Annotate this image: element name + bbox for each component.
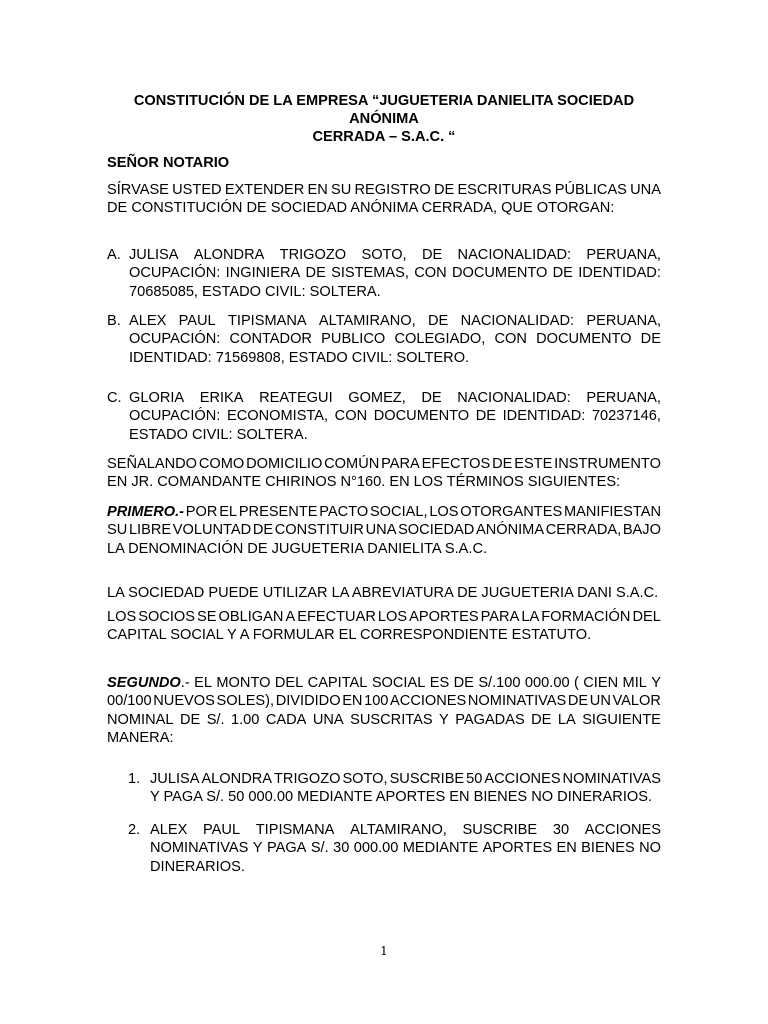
word: SOTO, xyxy=(342,771,388,787)
word: LOS xyxy=(107,609,137,625)
greeting-heading: SEÑOR NOTARIO xyxy=(107,155,230,171)
word: SUSCRIBE xyxy=(389,771,465,787)
word: TIPISMANA xyxy=(227,313,307,329)
word: ALONDRA xyxy=(193,247,265,263)
clause-primero xyxy=(107,503,661,558)
word: SÍRVASE xyxy=(107,182,169,198)
word: ALTAMIRANO, xyxy=(318,313,416,329)
word: DE xyxy=(640,331,661,348)
word: DIVIDIDO xyxy=(275,693,341,710)
word: DE xyxy=(567,693,589,710)
grantor-item-a xyxy=(107,246,661,301)
word: NUEVOS xyxy=(153,693,215,710)
paragraph-line: Y PAGA S/. 50 000.00 MEDIANTE APORTES EN BIENES NO DINERARIOS. xyxy=(150,789,653,806)
word: SUSCRITAS xyxy=(350,711,433,728)
word: ALEX xyxy=(129,313,167,329)
word: ECONOMISTA, xyxy=(226,408,329,425)
word: DEL xyxy=(632,609,661,625)
word: SOCIEDAD xyxy=(398,522,475,539)
word: PAGADAS xyxy=(455,711,525,728)
word: PRESENTE xyxy=(238,504,318,520)
word: COLEGIADO, xyxy=(394,331,486,348)
word: CON xyxy=(494,331,527,348)
word: 30 xyxy=(552,822,570,838)
word: SIGUIENTE xyxy=(582,711,661,728)
clause-lead-punct: .- xyxy=(180,675,190,691)
word: 000.00 xyxy=(353,840,399,857)
word: CON xyxy=(414,265,447,282)
word: PARA xyxy=(381,456,420,472)
word: NACIONALIDAD: xyxy=(460,313,575,329)
word: MIL xyxy=(622,675,647,691)
word: Y xyxy=(439,711,449,728)
justified-line xyxy=(129,246,661,264)
justified-line xyxy=(107,674,661,692)
word: DE xyxy=(492,456,513,472)
word: 000.00 xyxy=(524,675,570,691)
word: ACCIONES xyxy=(584,822,661,838)
word: 50 xyxy=(466,771,483,787)
word: S/. xyxy=(310,840,329,857)
page-number: 1 xyxy=(380,944,388,958)
word: DE xyxy=(433,182,455,198)
word: OCUPACIÓN: xyxy=(129,265,221,282)
subscription-item-1 xyxy=(128,770,661,807)
word: COMO xyxy=(198,456,245,472)
word: MEDIANTE xyxy=(402,840,479,857)
word: SOLES), xyxy=(216,693,275,710)
word: JULISA xyxy=(150,771,200,787)
word: DE xyxy=(421,247,443,263)
word: PAUL xyxy=(203,822,241,838)
word: EFECTUAR xyxy=(297,609,376,625)
word: PAGA xyxy=(266,840,307,857)
word: TRIGOZO xyxy=(279,247,347,263)
justified-line xyxy=(150,821,661,839)
word: REATEGUI xyxy=(259,390,333,406)
word: ESCRITURAS xyxy=(457,182,552,198)
word: USTED xyxy=(172,182,222,198)
paragraph-line: IDENTIDAD: 71569808, ESTADO CIVIL: SOLTERO. xyxy=(129,349,470,366)
list-marker: 1. xyxy=(128,771,141,787)
word: POR xyxy=(185,504,218,520)
paragraph-line: LA DENOMINACIÓN DE JUGUETERIA DANIELITA S.A.C. xyxy=(107,540,488,557)
paragraph-line: MANERA: xyxy=(107,729,174,746)
word: SOCIAL, xyxy=(369,504,428,520)
grantor-item-c xyxy=(107,389,661,444)
word: IDENTIDAD: xyxy=(578,265,661,282)
word: PERUANA, xyxy=(586,313,661,329)
word: DE xyxy=(427,313,449,329)
word: TIPISMANA xyxy=(255,822,335,838)
word: SUSCRIBE xyxy=(462,822,538,838)
word: GOMEZ, xyxy=(348,390,406,406)
word: Y xyxy=(651,675,661,691)
word: LOS xyxy=(377,609,408,625)
list-marker: B. xyxy=(107,313,121,329)
word: REGISTRO xyxy=(354,182,431,198)
word: JULISA xyxy=(129,247,179,263)
word: SU xyxy=(331,182,352,198)
paragraph-line: DE CONSTITUCIÓN DE SOCIEDAD ANÓNIMA CERRADA, QUE OTORGAN: xyxy=(107,200,615,217)
word: LA xyxy=(557,711,576,728)
justified-line xyxy=(129,389,661,407)
word: NO xyxy=(639,840,661,857)
justified-line xyxy=(107,455,661,473)
word: LIBRE xyxy=(128,522,172,539)
word: GLORIA xyxy=(129,390,185,406)
word: DOCUMENTO xyxy=(536,331,632,348)
word: CON xyxy=(334,408,368,425)
word: UN xyxy=(589,693,611,710)
word: DE xyxy=(252,522,274,539)
word: UNA xyxy=(365,522,397,539)
paragraph-line: DINERARIOS. xyxy=(150,858,245,875)
word: EL xyxy=(194,675,212,691)
word: ERIKA xyxy=(199,390,244,406)
word: PAUL xyxy=(178,313,216,329)
clause-segundo xyxy=(107,674,661,747)
word: PUBLICO xyxy=(321,331,386,348)
word: CIEN xyxy=(583,675,619,691)
word: PERUANA, xyxy=(586,390,661,406)
partners-paragraph xyxy=(107,608,661,645)
intro-paragraph xyxy=(107,181,661,218)
word: APORTES xyxy=(409,609,479,625)
word: EN xyxy=(307,182,328,198)
word: DOMICILIO xyxy=(246,456,323,472)
word: BIENES xyxy=(581,840,635,857)
paragraph-line: EN JR. COMANDANTE CHIRINOS N°160. EN LOS TÉRMINOS SIGUIENTES: xyxy=(107,474,621,491)
word: PERUANA, xyxy=(586,247,661,263)
word: MANIFIESTAN xyxy=(563,504,661,520)
word: CONTADOR xyxy=(229,331,312,348)
title-line: CONSTITUCIÓN DE LA EMPRESA “JUGUETERIA DANIELITA SOCIEDAD ANÓNIMA xyxy=(133,93,635,127)
word: PACTO xyxy=(319,504,369,520)
word: ANÓNIMA xyxy=(475,522,545,539)
word: ES xyxy=(429,675,450,691)
title-line: CERRADA – S.A.C. “ xyxy=(312,129,456,145)
word: VALOR xyxy=(612,693,661,710)
word: NOMINATIVAS xyxy=(562,771,661,787)
word: 30 xyxy=(333,840,350,857)
justified-line xyxy=(107,503,661,521)
word: A xyxy=(285,609,296,625)
word: ALTAMIRANO, xyxy=(350,822,447,838)
word: ( xyxy=(573,675,579,691)
word: SE xyxy=(197,609,217,625)
word: CONSTITUIR xyxy=(274,522,364,539)
word: OCUPACIÓN: xyxy=(129,408,221,425)
word: ACCIONES xyxy=(484,771,561,787)
word: DOCUMENTO xyxy=(373,408,470,425)
word: PARA xyxy=(480,609,520,625)
word: S/. xyxy=(206,711,225,728)
clause-lead: SEGUNDO xyxy=(107,675,181,691)
word: DE xyxy=(531,711,552,728)
word: CERRADA, xyxy=(545,522,622,539)
word: DE xyxy=(179,711,201,728)
word: DEL xyxy=(274,675,304,691)
word: VOLUNTAD xyxy=(172,522,252,539)
word: EXTENDER xyxy=(224,182,305,198)
word: Y xyxy=(252,840,263,857)
word: ALONDRA xyxy=(201,771,273,787)
paragraph-line: ESTADO CIVIL: SOLTERA. xyxy=(129,426,308,443)
word: NOMINAL xyxy=(107,711,174,728)
word: BAJO xyxy=(622,522,661,539)
word: IDENTIDAD: xyxy=(502,408,586,425)
word: ACCIONES xyxy=(390,693,467,710)
list-marker: C. xyxy=(107,390,122,406)
word: COMÚN xyxy=(324,456,380,472)
word: NACIONALIDAD: xyxy=(457,247,572,263)
word: SOCIOS xyxy=(138,609,195,625)
word: NOMINATIVAS xyxy=(467,693,567,710)
word: INSTRUMENTO xyxy=(554,456,661,472)
word: 100 xyxy=(364,693,389,710)
grantor-item-b xyxy=(107,312,661,367)
justified-line xyxy=(107,711,661,729)
justified-line xyxy=(129,407,661,425)
word: CAPITAL xyxy=(307,675,368,691)
list-marker: A. xyxy=(107,247,121,263)
word: NOMINATIVAS xyxy=(150,840,249,857)
word: UNA xyxy=(312,711,344,728)
word: OBLIGAN xyxy=(218,609,284,625)
abbreviation-paragraph xyxy=(107,584,661,602)
subscription-item-2 xyxy=(128,821,661,876)
word: INGINIERA xyxy=(225,265,301,282)
word: S/.100 xyxy=(478,675,521,691)
word: SEÑALANDO xyxy=(107,456,198,472)
word: DOCUMENTO xyxy=(451,265,548,282)
word: LOS xyxy=(429,504,459,520)
word: MONTO xyxy=(216,675,271,691)
justified-line xyxy=(150,770,661,788)
word: OTORGANTES xyxy=(460,504,563,520)
justified-line xyxy=(107,181,661,199)
word: 1.00 xyxy=(230,711,260,728)
word: EN xyxy=(342,693,363,710)
word: NACIONALIDAD: xyxy=(457,390,571,406)
list-marker: 2. xyxy=(128,822,141,838)
paragraph-line: 70685085, ESTADO CIVIL: SOLTERA. xyxy=(129,283,381,300)
paragraph-line: LA SOCIEDAD PUEDE UTILIZAR LA ABREVIATURA DE JUGUETERIA DANI S.A.C. xyxy=(107,585,659,601)
word: SOCIAL xyxy=(371,675,426,691)
justified-line xyxy=(107,521,661,539)
word: DE xyxy=(552,265,573,282)
justified-line xyxy=(129,330,661,348)
word: CADA xyxy=(265,711,307,728)
domicile-paragraph xyxy=(107,455,661,492)
word: DE xyxy=(475,408,497,425)
justified-line xyxy=(129,312,661,330)
word: DE xyxy=(453,675,474,691)
word: TRIGOZO xyxy=(273,771,341,787)
word: APORTES xyxy=(482,840,553,857)
word: SOTO, xyxy=(361,247,407,263)
paragraph-line: CAPITAL SOCIAL Y A FORMULAR EL CORRESPONDIENTE ESTATUTO. xyxy=(107,627,592,644)
word: SU xyxy=(107,522,128,539)
word: 00/100 xyxy=(107,693,152,710)
word: ESTE xyxy=(514,456,553,472)
document-title xyxy=(106,92,662,146)
word: DE xyxy=(305,265,326,282)
word: EL xyxy=(219,504,238,520)
clause-lead: PRIMERO.- xyxy=(107,504,185,520)
word: 70237146, xyxy=(591,408,661,425)
justified-line xyxy=(129,264,661,282)
word: OCUPACIÓN: xyxy=(129,331,221,348)
word: FORMACIÓN xyxy=(541,609,631,625)
word: EFECTOS xyxy=(421,456,491,472)
word: LA xyxy=(521,609,540,625)
clause-lead-group xyxy=(107,674,190,692)
word: PÚBLICAS xyxy=(554,182,627,198)
word: ALEX xyxy=(150,822,188,838)
word: UNA xyxy=(630,182,661,198)
justified-line xyxy=(107,692,661,710)
word: EN xyxy=(556,840,577,857)
justified-line xyxy=(107,608,661,626)
justified-line xyxy=(150,839,661,857)
word: SISTEMAS, xyxy=(331,265,409,282)
word: DE xyxy=(421,390,442,406)
